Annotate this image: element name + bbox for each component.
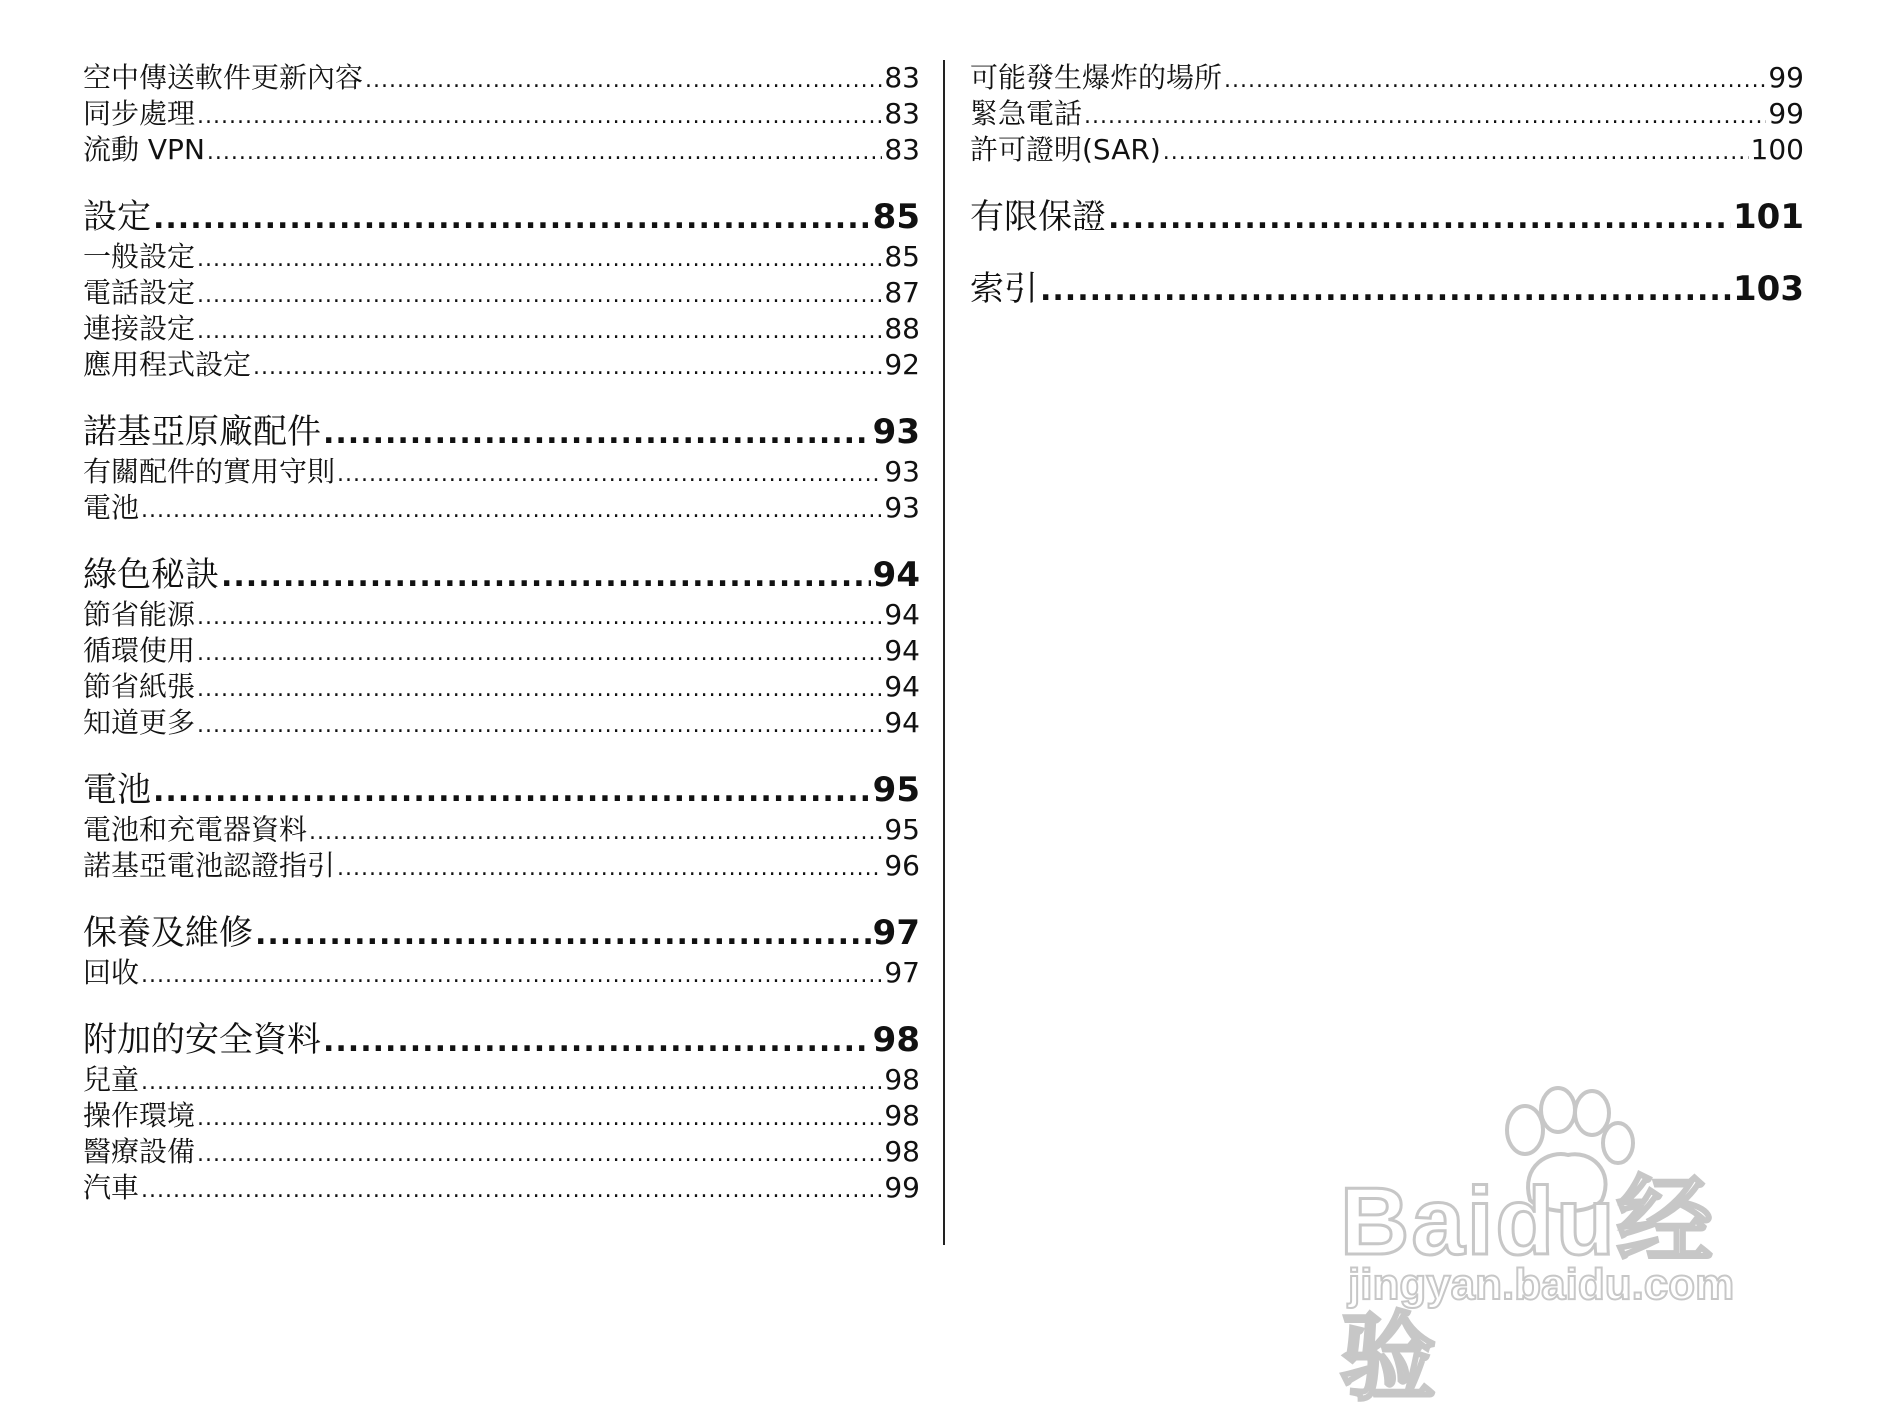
toc-entry-label: 知道更多 bbox=[83, 706, 196, 739]
watermark-url: jingyan.baidu.com bbox=[1348, 1260, 1735, 1309]
toc-entry[interactable] bbox=[970, 60, 1804, 96]
dot-leader bbox=[1108, 197, 1731, 241]
dot-leader bbox=[323, 1020, 871, 1064]
toc-entry-label: 同步處理 bbox=[83, 97, 196, 130]
toc-group bbox=[83, 60, 920, 168]
toc-heading[interactable] bbox=[83, 410, 920, 454]
toc-entry[interactable] bbox=[83, 275, 920, 311]
toc-heading-page: 98 bbox=[872, 1020, 920, 1060]
watermark-brand-latin: Baidu bbox=[1340, 1168, 1617, 1275]
column-divider bbox=[943, 60, 945, 1245]
toc-entry-page: 97 bbox=[884, 956, 920, 989]
toc-heading[interactable] bbox=[83, 1018, 920, 1062]
toc-entry-page: 98 bbox=[884, 1063, 920, 1096]
toc-group bbox=[83, 195, 920, 383]
toc-entry-label: 許可證明(SAR) bbox=[970, 133, 1161, 166]
toc-group bbox=[83, 1018, 920, 1206]
toc-heading[interactable] bbox=[970, 267, 1804, 311]
toc-entry-label: 有關配件的實用守則 bbox=[83, 455, 336, 488]
dot-leader bbox=[197, 242, 882, 278]
toc-entry-page: 94 bbox=[884, 634, 920, 667]
toc-heading-page: 103 bbox=[1733, 269, 1804, 309]
watermark-brand-cn: 经验 bbox=[1340, 1168, 1715, 1412]
toc-entry-label: 諾基亞電池認證指引 bbox=[83, 849, 336, 882]
toc-entry-page: 92 bbox=[884, 348, 920, 381]
toc-heading-label: 諾基亞原廠配件 bbox=[83, 412, 321, 452]
toc-entry-label: 回收 bbox=[83, 956, 140, 989]
toc-entry[interactable] bbox=[83, 597, 920, 633]
toc-entry-page: 94 bbox=[884, 706, 920, 739]
toc-heading-label: 有限保證 bbox=[970, 197, 1106, 237]
toc-entry[interactable] bbox=[83, 60, 920, 96]
toc-entry[interactable] bbox=[83, 96, 920, 132]
toc-group bbox=[83, 553, 920, 741]
toc-entry-label: 電池 bbox=[83, 491, 140, 524]
toc-entry-page: 94 bbox=[884, 670, 920, 703]
toc-entry-label: 兒童 bbox=[83, 1063, 140, 1096]
dot-leader bbox=[153, 197, 871, 241]
dot-leader bbox=[197, 1101, 882, 1137]
toc-entry[interactable] bbox=[970, 96, 1804, 132]
dot-leader bbox=[365, 63, 882, 99]
toc-entry[interactable] bbox=[83, 347, 920, 383]
dot-leader bbox=[337, 457, 882, 493]
toc-entry[interactable] bbox=[83, 239, 920, 275]
toc-entry-label: 一般設定 bbox=[83, 240, 196, 273]
dot-leader bbox=[141, 493, 882, 529]
toc-entry-label: 循環使用 bbox=[83, 634, 196, 667]
dot-leader bbox=[1084, 99, 1766, 135]
toc-entry[interactable] bbox=[83, 454, 920, 490]
toc-entry-page: 99 bbox=[1768, 97, 1804, 130]
toc-entry-label: 醫療設備 bbox=[83, 1135, 196, 1168]
toc-heading-page: 93 bbox=[872, 412, 920, 452]
toc-entry-page: 87 bbox=[884, 276, 920, 309]
toc-entry[interactable] bbox=[83, 669, 920, 705]
dot-leader bbox=[337, 851, 882, 887]
toc-group bbox=[83, 410, 920, 526]
toc-group bbox=[970, 267, 1804, 311]
toc-entry[interactable] bbox=[83, 812, 920, 848]
dot-leader bbox=[197, 1137, 882, 1173]
toc-entry-page: 99 bbox=[884, 1171, 920, 1204]
toc-entry-label: 應用程式設定 bbox=[83, 348, 252, 381]
toc-entry-label: 電話設定 bbox=[83, 276, 196, 309]
dot-leader bbox=[253, 350, 882, 386]
toc-group bbox=[970, 60, 1804, 168]
toc-entry-label: 空中傳送軟件更新內容 bbox=[83, 61, 364, 94]
toc-entry[interactable] bbox=[83, 1098, 920, 1134]
toc-entry[interactable] bbox=[83, 311, 920, 347]
dot-leader bbox=[197, 672, 882, 708]
toc-entry-page: 95 bbox=[884, 813, 920, 846]
dot-leader bbox=[197, 600, 882, 636]
toc-entry-label: 可能發生爆炸的場所 bbox=[970, 61, 1223, 94]
dot-leader bbox=[141, 1173, 882, 1209]
toc-entry-page: 85 bbox=[884, 240, 920, 273]
toc-entry[interactable] bbox=[970, 132, 1804, 168]
toc-entry-page: 88 bbox=[884, 312, 920, 345]
toc-heading[interactable] bbox=[83, 911, 920, 955]
toc-heading-label: 設定 bbox=[83, 197, 151, 237]
dot-leader bbox=[207, 135, 882, 171]
toc-right-column bbox=[970, 60, 1804, 311]
dot-leader bbox=[141, 958, 882, 994]
toc-heading-page: 85 bbox=[872, 197, 920, 237]
toc-entry[interactable] bbox=[83, 1170, 920, 1206]
toc-heading-label: 保養及維修 bbox=[83, 913, 253, 953]
toc-entry-page: 98 bbox=[884, 1135, 920, 1168]
dot-leader bbox=[309, 815, 882, 851]
dot-leader bbox=[197, 99, 882, 135]
toc-entry-label: 緊急電話 bbox=[970, 97, 1083, 130]
toc-left-column bbox=[83, 60, 920, 1206]
toc-entry[interactable] bbox=[83, 633, 920, 669]
toc-entry-page: 96 bbox=[884, 849, 920, 882]
dot-leader bbox=[141, 1065, 882, 1101]
toc-heading-label: 電池 bbox=[83, 770, 151, 810]
toc-entry[interactable] bbox=[83, 955, 920, 991]
toc-entry-page: 94 bbox=[884, 598, 920, 631]
baidu-jingyan-watermark bbox=[1340, 1075, 1800, 1412]
toc-entry[interactable] bbox=[83, 848, 920, 884]
toc-entry-page: 83 bbox=[884, 97, 920, 130]
toc-entry[interactable] bbox=[83, 705, 920, 741]
toc-entry-page: 93 bbox=[884, 491, 920, 524]
toc-entry[interactable] bbox=[83, 132, 920, 168]
toc-heading-page: 95 bbox=[872, 770, 920, 810]
toc-heading-label: 附加的安全資料 bbox=[83, 1020, 321, 1060]
toc-group bbox=[970, 195, 1804, 239]
toc-heading-page: 94 bbox=[872, 555, 920, 595]
dot-leader bbox=[323, 412, 871, 456]
toc-entry-label: 汽車 bbox=[83, 1171, 140, 1204]
toc-heading[interactable] bbox=[83, 553, 920, 597]
dot-leader bbox=[221, 555, 871, 599]
toc-entry-page: 100 bbox=[1750, 133, 1804, 166]
toc-entry-label: 電池和充電器資料 bbox=[83, 813, 308, 846]
toc-entry[interactable] bbox=[83, 1134, 920, 1170]
toc-entry-label: 節省能源 bbox=[83, 598, 196, 631]
dot-leader bbox=[153, 770, 871, 814]
toc-entry-label: 連接設定 bbox=[83, 312, 196, 345]
toc-entry-page: 83 bbox=[884, 61, 920, 94]
dot-leader bbox=[197, 314, 882, 350]
toc-entry-page: 93 bbox=[884, 455, 920, 488]
toc-heading[interactable] bbox=[83, 768, 920, 812]
toc-entry-page: 83 bbox=[884, 133, 920, 166]
dot-leader bbox=[1040, 269, 1731, 313]
toc-heading[interactable] bbox=[970, 195, 1804, 239]
toc-entry-label: 節省紙張 bbox=[83, 670, 196, 703]
toc-group bbox=[83, 768, 920, 884]
toc-heading-page: 101 bbox=[1733, 197, 1804, 237]
toc-group bbox=[83, 911, 920, 991]
dot-leader bbox=[1224, 63, 1766, 99]
toc-entry-label: 流動 VPN bbox=[83, 133, 205, 166]
dot-leader bbox=[255, 913, 871, 957]
toc-heading-label: 索引 bbox=[970, 269, 1038, 309]
toc-entry-page: 99 bbox=[1768, 61, 1804, 94]
toc-heading[interactable] bbox=[83, 195, 920, 239]
dot-leader bbox=[197, 636, 882, 672]
toc-heading-label: 綠色秘訣 bbox=[83, 555, 219, 595]
toc-entry[interactable] bbox=[83, 490, 920, 526]
dot-leader bbox=[197, 278, 882, 314]
dot-leader bbox=[1163, 135, 1749, 171]
toc-entry-page: 98 bbox=[884, 1099, 920, 1132]
toc-entry[interactable] bbox=[83, 1062, 920, 1098]
toc-entry-label: 操作環境 bbox=[83, 1099, 196, 1132]
dot-leader bbox=[197, 708, 882, 744]
toc-heading-page: 97 bbox=[872, 913, 920, 953]
